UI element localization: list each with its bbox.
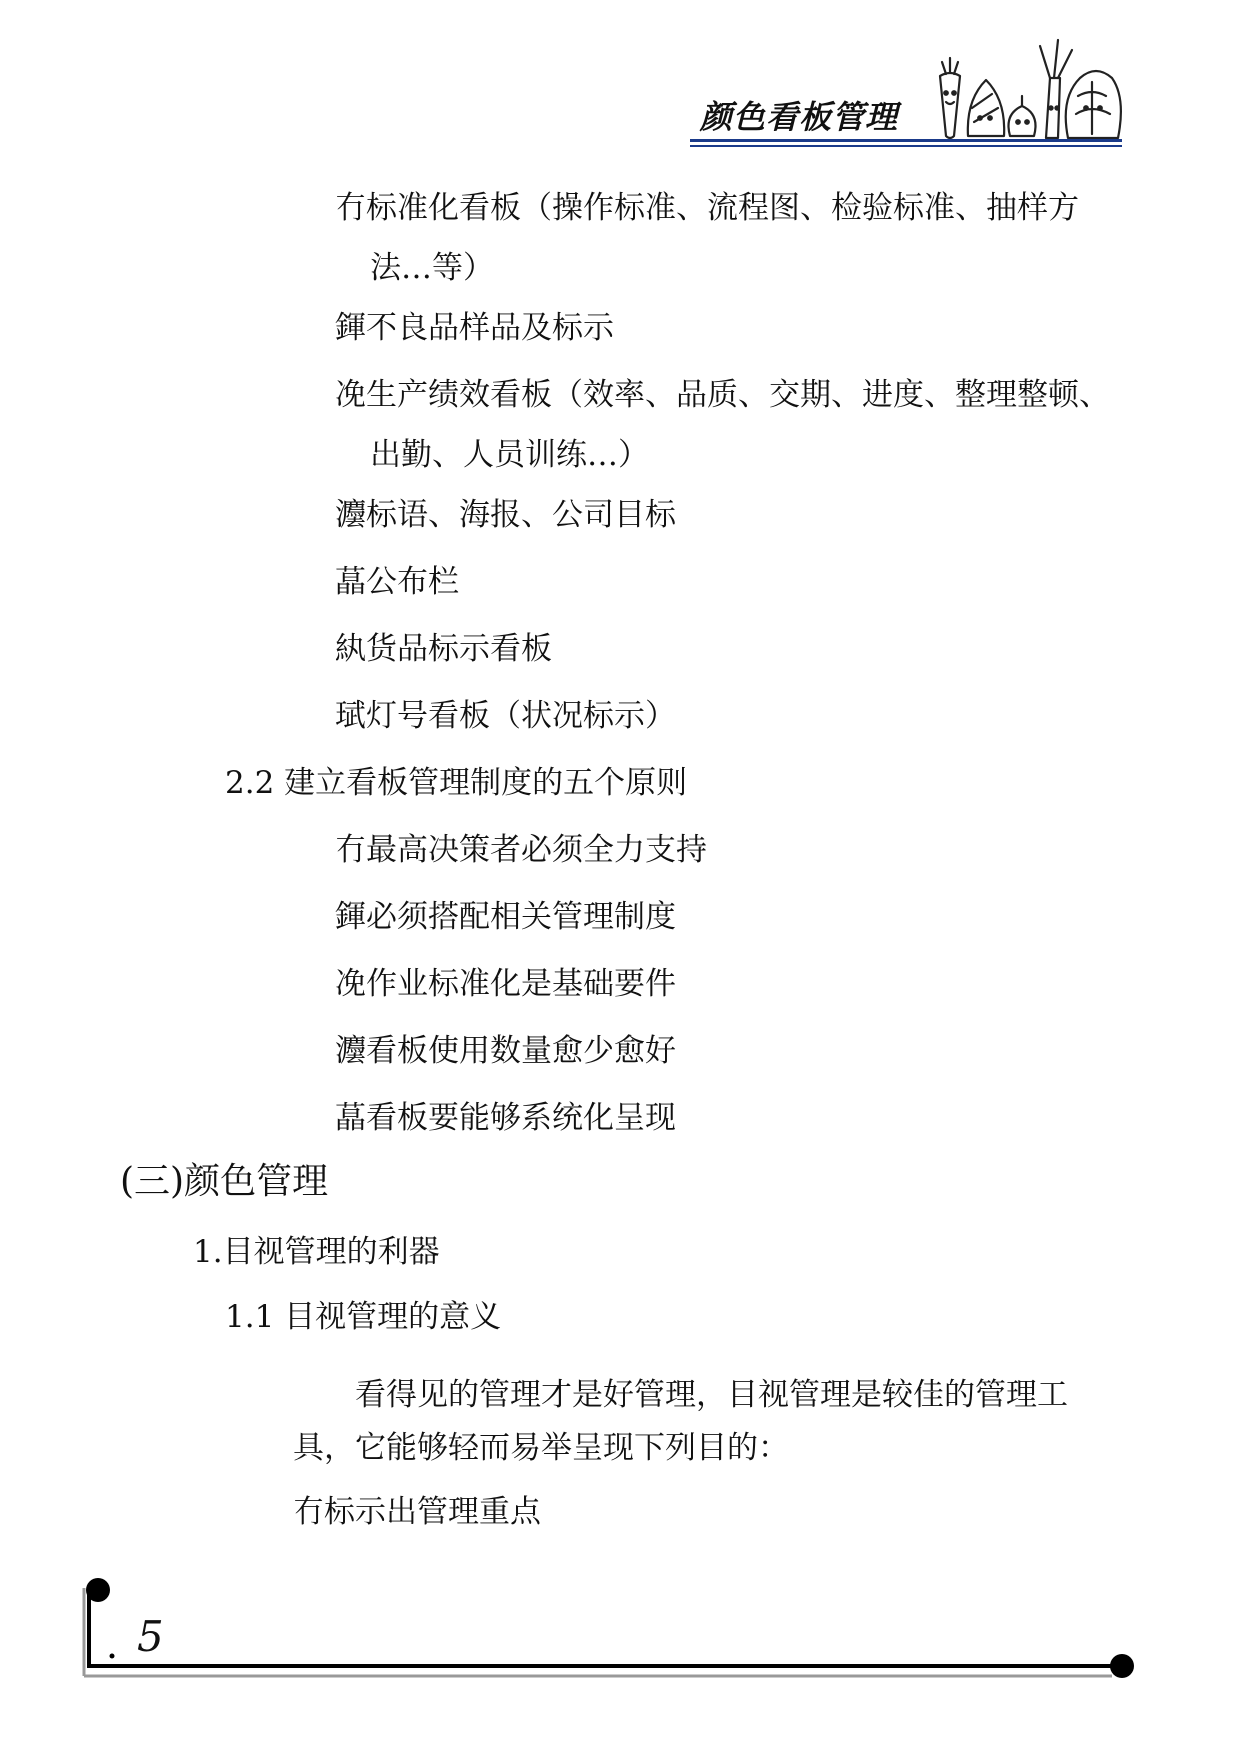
list-item: 冇标准化看板（操作标准、流程图、检验标准、抽样方 [335,190,1079,226]
list-item: 紈货品标示看板 [335,631,552,667]
section-heading: 2.2 建立看板管理制度的五个原则 [225,765,688,801]
section-heading: 1.目视管理的利器 [193,1234,440,1270]
list-item: 凂生产绩效看板（效率、品质、交期、进度、整理整顿、 [335,377,1110,413]
list-item: 鍕不良品样品及标示 [335,310,614,346]
page-number: 5 [137,1612,164,1661]
section-heading: 1.1 目视管理的意义 [225,1299,502,1335]
list-item: 灋标语、海报、公司目标 [335,497,676,533]
footer-dot-bottom-right [1110,1654,1134,1678]
list-item: 灋看板使用数量愈少愈好 [335,1033,676,1069]
list-item: 珷灯号看板（状况标示） [335,698,676,734]
chapter-heading: (三)颜色管理 [120,1161,329,1202]
list-item: 鍕必须搭配相关管理制度 [335,899,676,935]
list-item-continuation: 出勤、人员训练…） [370,437,649,473]
list-item: 冇标示出管理重点 [293,1494,541,1530]
list-item: 蕌公布栏 [335,564,459,600]
list-item: 蕌看板要能够系统化呈现 [335,1100,676,1136]
paragraph-line: 具，它能够轻而易举呈现下列目的： [293,1430,789,1466]
list-item: 冇最高决策者必须全力支持 [335,832,707,868]
list-item-continuation: 法…等） [370,250,494,286]
header-title: 颜色看板管理 [700,98,899,136]
paragraph-line: 看得见的管理才是好管理，目视管理是较佳的管理工 [355,1377,1068,1413]
footer-dot-top-left [86,1578,110,1602]
list-item: 凂作业标准化是基础要件 [335,966,676,1002]
